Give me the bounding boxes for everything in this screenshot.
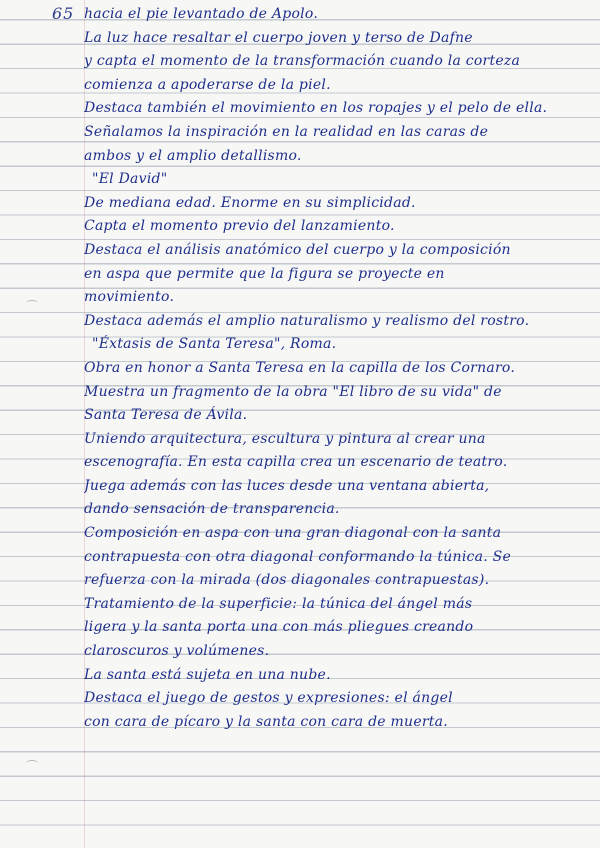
note-line: movimiento.: [84, 289, 175, 306]
note-line: ligera y la santa porta una con más pliegues creando: [84, 619, 474, 636]
note-line: hacia el pie levantado de Apolo.: [84, 6, 319, 22]
note-line: Capta el momento previo del lanzamiento.: [84, 218, 395, 235]
note-line: Juega además con las luces desde una ventana abierta,: [84, 477, 490, 494]
note-line: claroscuros y volúmenes.: [84, 643, 270, 660]
note-line: escenografía. En esta capilla crea un escenario de teatro.: [84, 454, 508, 471]
note-line: La santa está sujeta en una nube.: [84, 666, 331, 683]
binder-hole-mark: [26, 300, 38, 307]
note-line: Muestra un fragmento de la obra "El libro de su vida" de: [84, 383, 502, 400]
note-line: Santa Teresa de Ávila.: [84, 407, 248, 424]
note-line: contrapuesta con otra diagonal conformando la túnica. Se: [84, 548, 512, 565]
note-line: Obra en honor a Santa Teresa en la capilla de los Cornaro.: [84, 359, 516, 376]
handwritten-notes: [84, 4, 600, 735]
note-line: Tratamiento de la superficie: la túnica del ángel más: [84, 595, 473, 612]
note-line: en aspa que permite que la figura se proyecte en: [84, 265, 445, 282]
note-line: Destaca también el movimiento en los ropajes y el pelo de ella.: [84, 100, 548, 117]
page-number: 65: [52, 4, 75, 23]
note-line: con cara de pícaro y la santa con cara de muerta.: [84, 713, 448, 730]
binder-hole-mark: [26, 760, 38, 767]
note-line: dando sensación de transparencia.: [84, 501, 340, 518]
note-line: Uniendo arquitectura, escultura y pintura al crear una: [84, 430, 486, 447]
note-line: Composición en aspa con una gran diagonal con la santa: [84, 525, 502, 542]
note-line: ambos y el amplio detallismo.: [84, 147, 302, 164]
note-line: Señalamos la inspiración en la realidad en las caras de: [84, 123, 489, 140]
section-heading: "Éxtasis de Santa Teresa", Roma.: [92, 336, 337, 353]
note-line: Destaca el análisis anatómico del cuerpo y la composición: [84, 241, 511, 258]
note-line: De mediana edad. Enorme en su simplicidad.: [84, 194, 416, 211]
note-line: La luz hace resaltar el cuerpo joven y terso de Dafne: [84, 29, 473, 46]
note-line: y capta el momento de la transformación cuando la corteza: [84, 53, 521, 70]
note-line: Destaca además el amplio naturalismo y realismo del rostro.: [84, 312, 530, 329]
note-line: Destaca el juego de gestos y expresiones: el ángel: [84, 690, 453, 707]
note-line: refuerza con la mirada (dos diagonales contrapuestas).: [84, 572, 490, 589]
note-line: comienza a apoderarse de la piel.: [84, 76, 331, 93]
section-heading: "El David": [92, 171, 168, 188]
